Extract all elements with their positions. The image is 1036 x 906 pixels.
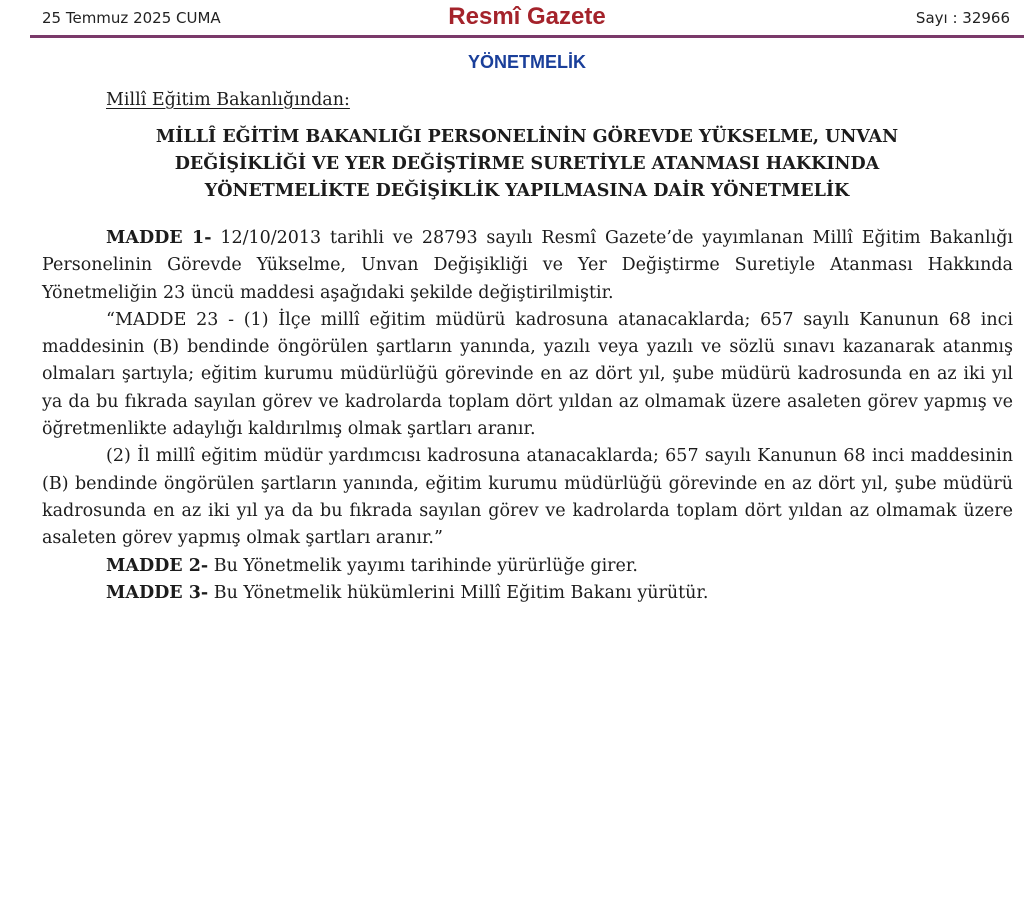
header-divider [30,35,1024,38]
regulation-title-line: YÖNETMELİKTE DEĞİŞİKLİK YAPILMASINA DAİR YÖNETMELİK [204,181,850,201]
article-label: MADDE 2- [106,555,209,576]
section-heading: YÖNETMELİK [467,52,586,72]
article-label: MADDE 1- [106,228,212,248]
article-paragraph [42,580,1013,607]
regulation-title-line: MİLLÎ EĞİTİM BAKANLIĞI PERSONELİNİN GÖREVDE YÜKSELME, UNVAN [155,127,899,147]
article-text: (2) İl millî eğitim müdür yardımcısı kadrosuna atanacaklarda; 657 sayılı Kanunun 68 inci maddesinin (B) bendinde öngörülen şartların yanında, eğitim kurumu müdürlüğü görevinde en az dört yıl, şube müdürü kadrosunda en az iki yıl ya da bu fıkrada sayılan görev ve kadrolarda toplam dört yıldan az olmamak üzere asaleten görev yapmış olmak şartları aranır.” [42,446,1013,549]
gazette-header [30,0,1024,36]
article-paragraph [42,553,1013,580]
article-paragraph [42,443,1013,552]
article-paragraph [42,307,1013,443]
article-label: MADDE 3- [106,582,209,603]
regulation-title [42,124,1012,205]
article-paragraph [42,225,1013,307]
issuing-ministry: Millî Eğitim Bakanlığından: [106,90,350,110]
regulation-title-line: DEĞİŞİKLİĞİ VE YER DEĞİŞTİRME SURETİYLE ATANMASI HAKKINDA [174,154,880,174]
publication-date: 25 Temmuz 2025 CUMA [42,9,221,27]
gazette-title: Resmî Gazete [448,3,606,30]
issue-number: Sayı : 32966 [915,9,1010,27]
article-text: Bu Yönetmelik yayımı tarihinde yürürlüğe girer. [208,555,638,576]
article-text: 12/10/2013 tarihli ve 28793 sayılı Resmî Gazete’de yayımlanan Millî Eğitim Bakanlığı Personelinin Görevde Yükselme, Unvan Değişikliği ve Yer Değiştirme Suretiyle Atanması Hakkında Yönetmeliğin 23 üncü maddesi aşağıdaki şekilde değiştirilmiştir. [42,228,1013,303]
regulation-body [42,225,1013,607]
article-text: “MADDE 23 - (1) İlçe millî eğitim müdürü kadrosuna atanacaklarda; 657 sayılı Kanunun 68 inci maddesinin (B) bendinde öngörülen şartların yanında, yazılı veya yazılı ve sözlü sınavı kazanarak atanmış olmaları şartıyla; eğitim kurumu müdürlüğü görevinde en az dört yıl, şube müdürü kadrosunda en az iki yıl ya da bu fıkrada sayılan görev ve kadrolarda toplam dört yıldan az olmamak üzere asaleten görev yapmış ve öğretmenlikte adaylığı kaldırılmış olmak şartları aranır. [42,309,1013,440]
article-text: Bu Yönetmelik hükümlerini Millî Eğitim Bakanı yürütür. [208,582,709,603]
